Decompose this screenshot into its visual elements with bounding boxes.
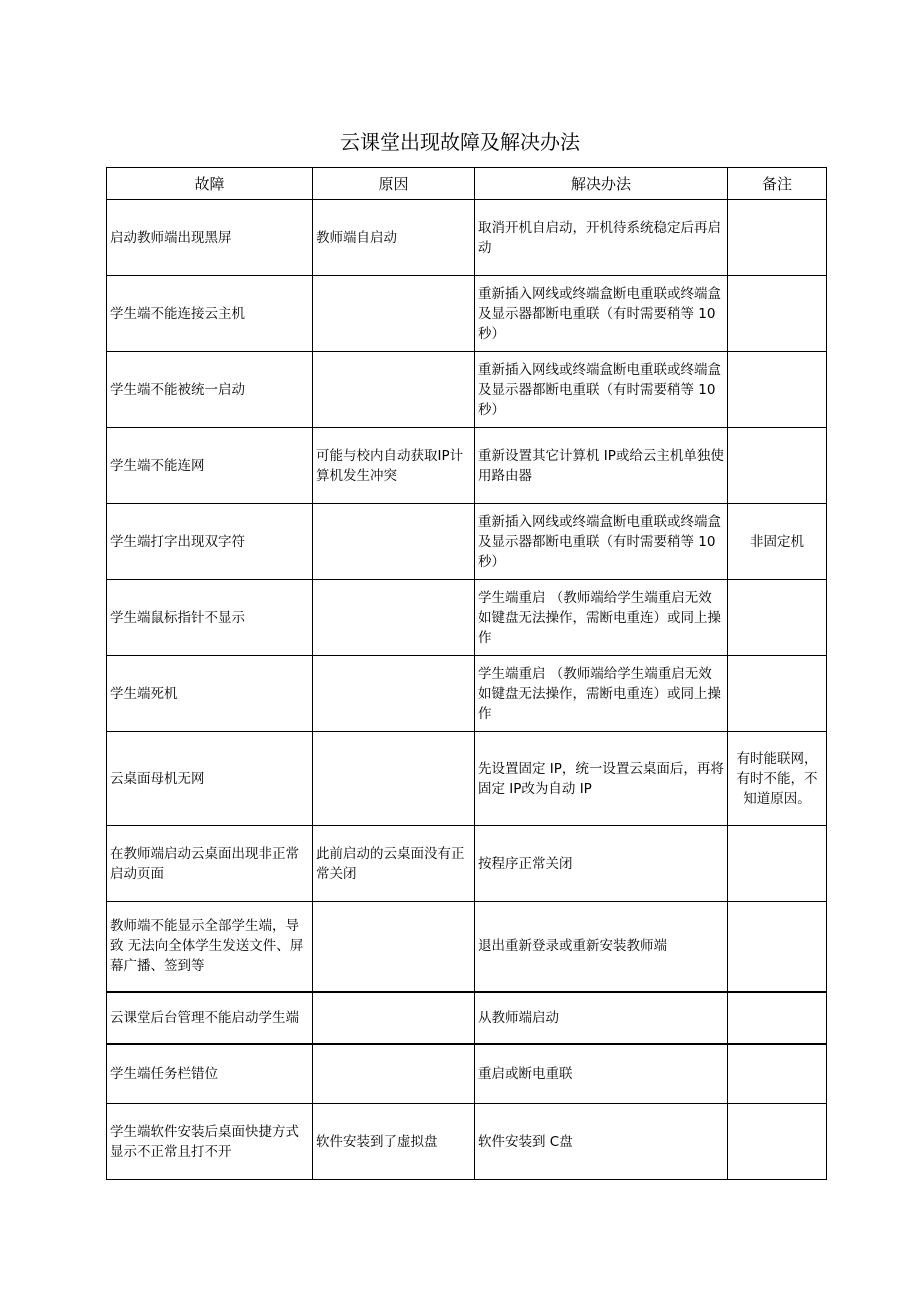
solution-cell: 重新插入网线或终端盒断电重联或终端盒及显示器都断电重联（有时需要稍等 10秒）	[475, 352, 728, 428]
cause-cell	[313, 992, 475, 1044]
cause-cell: 此前启动的云桌面没有正常关闭	[313, 826, 475, 902]
table-row	[107, 1104, 827, 1180]
cause-cell: 教师端自启动	[313, 200, 475, 276]
note-cell	[728, 200, 827, 276]
cause-cell: 软件安装到了虚拟盘	[313, 1104, 475, 1180]
fault-cell: 启动教师端出现黑屏	[107, 200, 313, 276]
solution-cell: 先设置固定 IP，统一设置云桌面后，再将固定 IP改为自动 IP	[475, 732, 728, 826]
note-cell	[728, 276, 827, 352]
solution-cell: 重新插入网线或终端盒断电重联或终端盒及显示器都断电重联（有时需要稍等 10秒）	[475, 276, 728, 352]
header-cause: 原因	[313, 168, 475, 200]
fault-cell: 云课堂后台管理不能启动学生端	[107, 992, 313, 1044]
header-note: 备注	[728, 168, 827, 200]
fault-table	[106, 167, 827, 1180]
table-header-row	[107, 168, 827, 200]
solution-cell: 重启或断电重联	[475, 1044, 728, 1104]
solution-cell: 按程序正常关闭	[475, 826, 728, 902]
header-fault: 故障	[107, 168, 313, 200]
note-cell	[728, 580, 827, 656]
note-cell: 有时能联网，有时不能，不知道原因。	[728, 732, 827, 826]
fault-cell: 学生端不能被统一启动	[107, 352, 313, 428]
note-cell: 非固定机	[728, 504, 827, 580]
note-cell	[728, 992, 827, 1044]
cause-cell	[313, 732, 475, 826]
fault-cell: 学生端打字出现双字符	[107, 504, 313, 580]
solution-cell: 软件安装到 C盘	[475, 1104, 728, 1180]
note-cell	[728, 1104, 827, 1180]
cause-cell	[313, 504, 475, 580]
table-row	[107, 580, 827, 656]
solution-cell: 学生端重启 （教师端给学生端重启无效 如键盘无法操作，需断电重连）或同上操作	[475, 656, 728, 732]
note-cell	[728, 902, 827, 992]
solution-cell: 重新插入网线或终端盒断电重联或终端盒及显示器都断电重联（有时需要稍等 10秒）	[475, 504, 728, 580]
cause-cell	[313, 580, 475, 656]
table-row	[107, 826, 827, 902]
table-row	[107, 992, 827, 1044]
solution-cell: 取消开机自启动，开机待系统稳定后再启动	[475, 200, 728, 276]
table-row	[107, 504, 827, 580]
header-solution: 解决办法	[475, 168, 728, 200]
cause-cell: 可能与校内自动获取IP计算机发生冲突	[313, 428, 475, 504]
table-row	[107, 902, 827, 992]
fault-cell: 在教师端启动云桌面出现非正常启动页面	[107, 826, 313, 902]
cause-cell	[313, 276, 475, 352]
solution-cell: 退出重新登录或重新安装教师端	[475, 902, 728, 992]
cause-cell	[313, 656, 475, 732]
table-row	[107, 352, 827, 428]
note-cell	[728, 1044, 827, 1104]
fault-cell: 云桌面母机无网	[107, 732, 313, 826]
table-row	[107, 276, 827, 352]
note-cell	[728, 428, 827, 504]
cause-cell	[313, 902, 475, 992]
fault-cell: 教师端不能显示全部学生端，导致 无法向全体学生发送文件、屏幕广播、签到等	[107, 902, 313, 992]
fault-cell: 学生端不能连接云主机	[107, 276, 313, 352]
fault-cell: 学生端任务栏错位	[107, 1044, 313, 1104]
solution-cell: 学生端重启 （教师端给学生端重启无效 如键盘无法操作，需断电重连）或同上操作	[475, 580, 728, 656]
solution-cell: 重新设置其它计算机 IP或给云主机单独使用路由器	[475, 428, 728, 504]
table-row	[107, 656, 827, 732]
fault-cell: 学生端不能连网	[107, 428, 313, 504]
note-cell	[728, 656, 827, 732]
cause-cell	[313, 352, 475, 428]
note-cell	[728, 826, 827, 902]
fault-cell: 学生端软件安装后桌面快捷方式显示不正常且打不开	[107, 1104, 313, 1180]
table-row	[107, 428, 827, 504]
note-cell	[728, 352, 827, 428]
cause-cell	[313, 1044, 475, 1104]
table-row	[107, 1044, 827, 1104]
fault-cell: 学生端死机	[107, 656, 313, 732]
fault-cell: 学生端鼠标指针不显示	[107, 580, 313, 656]
solution-cell: 从教师端启动	[475, 992, 728, 1044]
table-row	[107, 200, 827, 276]
table-row	[107, 732, 827, 826]
document-title: 云课堂出现故障及解决办法	[340, 130, 580, 154]
